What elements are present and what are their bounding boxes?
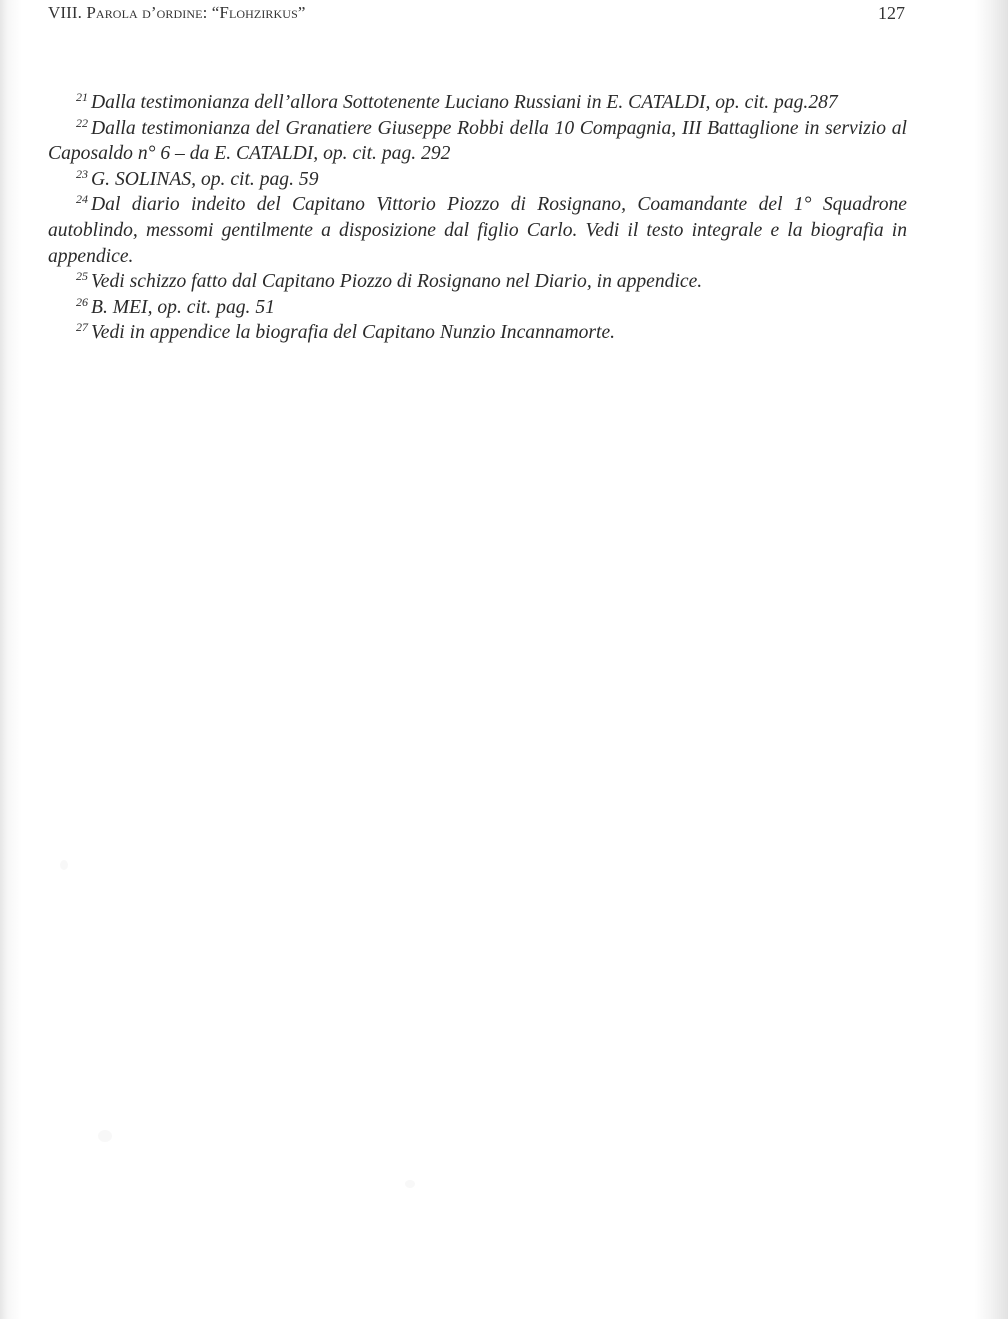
footnote-text: Dal diario indeito del Capitano Vittorio Piozzo di Rosignano, Coamandante del 1° Squadrone autoblindo, messomi gentilmente a disposizione dal figlio Carlo. Vedi il testo integrale e la biografia in appendice. bbox=[48, 194, 907, 267]
footnote-22 bbox=[48, 116, 907, 167]
footnotes-block bbox=[48, 90, 907, 346]
footnote-text: Dalla testimonianza del Granatiere Giuseppe Robbi della 10 Compagnia, III Battaglione in servizio al Caposaldo n° 6 – da E. CATALDI, op. cit. pag. 292 bbox=[48, 117, 907, 165]
footnote-text: B. MEI, op. cit. pag. 51 bbox=[91, 296, 275, 318]
paper-smudge bbox=[98, 1130, 112, 1142]
footnote-text: Vedi in appendice la biografia del Capitano Nunzio Incannamorte. bbox=[91, 322, 616, 344]
footnote-27 bbox=[48, 320, 907, 346]
footnote-26 bbox=[48, 295, 907, 321]
footnote-text: Dalla testimonianza dell’allora Sottotenente Luciano Russiani in E. CATALDI, op. cit. pag.287 bbox=[91, 92, 838, 113]
chapter-title: Parola d’ordine: “Flohzirkus” bbox=[86, 3, 306, 22]
footnote-marker: 25 bbox=[76, 269, 88, 284]
page-number: 127 bbox=[878, 3, 905, 23]
chapter-number: VIII. bbox=[48, 3, 83, 22]
footnote-marker: 23 bbox=[76, 166, 88, 181]
footnote-marker: 26 bbox=[76, 294, 88, 309]
footnote-21 bbox=[48, 90, 907, 116]
footnote-text: Vedi schizzo fatto dal Capitano Piozzo di Rosignano nel Diario, in appendice. bbox=[91, 271, 703, 293]
paper-smudge bbox=[405, 1180, 415, 1188]
footnote-24 bbox=[48, 192, 907, 269]
footnote-marker: 27 bbox=[76, 320, 88, 335]
footnote-marker: 22 bbox=[76, 115, 88, 130]
paper-smudge bbox=[60, 860, 68, 870]
footnote-text: G. SOLINAS, op. cit. pag. 59 bbox=[91, 168, 319, 190]
footnote-23 bbox=[48, 167, 907, 193]
running-head bbox=[48, 3, 305, 23]
footnote-marker: 24 bbox=[76, 192, 88, 207]
footnote-marker: 21 bbox=[76, 90, 88, 104]
footnote-25 bbox=[48, 269, 907, 295]
